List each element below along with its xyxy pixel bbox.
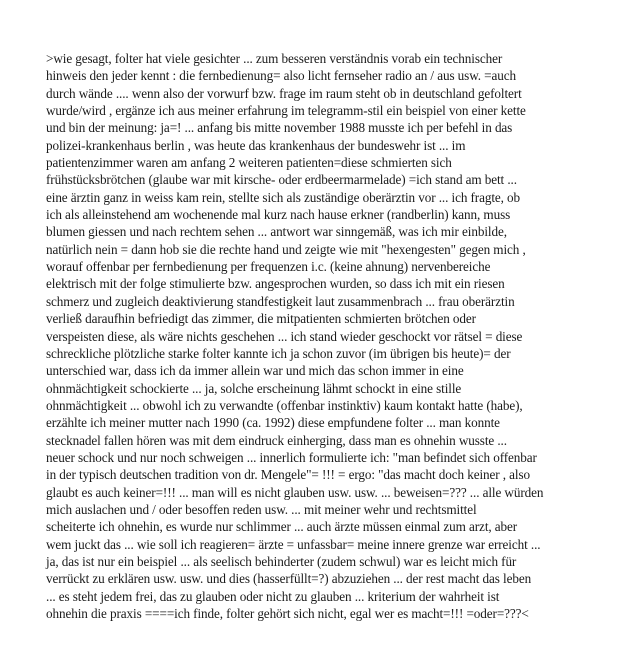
text-line: schreckliche plötzliche starke folter kannte ich ja schon zuvor (im übrigen bis heute)= der — [46, 345, 511, 361]
text-line: in der typisch deutschen tradition von dr. Mengele"= !!! = ergo: "das macht doch keiner , also — [46, 467, 531, 483]
text-line: frühstücksbrötchen (glaube war mit kirsche- oder erdbeermarmelade) =ich stand am bett ... — [46, 172, 517, 188]
text-line: ja, das ist nur ein beispiel ... als seelisch behinderter (zudem schwul) war es leicht mich für — [46, 553, 517, 569]
text-line: ohnmächtigkeit ... obwohl ich zu verwandte (offenbar instinktiv) kaum kontakt hatte (habe), — [46, 397, 523, 413]
text-line: blumen giessen und nach rechtem sehen ... antwort war sinngemäß, was ich mir einbilde, — [46, 224, 507, 240]
text-line: verließ daraufhin befriedigt das zimmer, die mitpatienten schmierten brötchen oder — [46, 311, 476, 327]
text-line: polizei-krankenhaus berlin , was heute das krankenhaus der bundeswehr ist ... im — [46, 137, 466, 153]
text-line: verrückt zu erklären usw. usw. und dies (hasserfüllt=?) abzuziehen ... der rest macht das leben — [46, 571, 532, 587]
text-line: worauf offenbar per fernbedienung per frequenzen i.c. (keine ahnung) nervenbereiche — [46, 259, 491, 275]
text-line: ... es steht jedem frei, das zu glauben oder nicht zu glauben ... kriterium der wahrheit ist — [46, 588, 500, 604]
text-line: schmerz und zugleich deaktivierung standfestigkeit laut zusammenbrach ... frau oberärztin — [46, 293, 515, 309]
document-body — [46, 50, 586, 622]
text-line: neuer schock und nur noch schweigen ... innerlich formulierte ich: "man befindet sich offenbar — [46, 449, 537, 465]
text-line: glaubt es auch keiner=!!! ... man will es nicht glauben usw. usw. ... beweisen=??? ... alle würden — [46, 484, 544, 500]
text-line: eine ärztin ganz in weiss kam rein, stellte sich als zuständige oberärztin vor ... ich fragte, ob — [46, 189, 521, 205]
text-line: elektrisch mit der folge stimulierte bzw. angesprochen wurden, so dass ich mit ein riesen — [46, 276, 505, 292]
text-line: und bin der meinung: ja=! ... anfang bis mitte november 1988 musste ich per befehl in das — [46, 120, 513, 136]
text-line: stecknadel fallen hören was mit dem eindruck einherging, dass man es ohnehin wusste ... — [46, 432, 507, 448]
text-line: ich als alleinstehend am wochenende mal kurz nach hause erkner (randberlin) kann, muss — [46, 207, 511, 223]
text-line: ohnmächtigkeit schockierte ... ja, solche erscheinung lähmt schockt in eine stille — [46, 380, 462, 396]
text-line: verspeisten diese, als wäre nichts geschehen ... ich stand wieder geschockt vor rätsel = diese — [46, 328, 523, 344]
text-line: durch wände .... wenn also der vorwurf bzw. frage im raum steht ob in deutschland gefoltert — [46, 85, 522, 101]
text-line: hinweis den jeder kennt : die fernbedienung= also licht fernseher radio an / aus usw. =auch — [46, 68, 516, 84]
text-line: unterschied war, dass ich da immer allein war und mich das schon immer in eine — [46, 363, 464, 379]
text-line: >wie gesagt, folter hat viele gesichter ... zum besseren verständnis vorab ein technischer — [46, 51, 503, 66]
text-line: ohnehin die praxis ====ich finde, folter gehört sich nicht, egal wer es macht=!!! =oder=???< — [46, 606, 529, 621]
text-line: natürlich nein = dann hob sie die rechte hand und zeigte wie mit "hexengesten" gegen mich , — [46, 241, 526, 257]
text-line: patientenzimmer waren am anfang 2 weiteren patienten=diese schmierten sich — [46, 155, 452, 171]
text-line: scheiterte ich ohnehin, es wurde nur schlimmer ... auch ärzte müssen einmal zum arzt, aber — [46, 519, 518, 535]
text-line: erzählte ich meiner mutter nach 1990 (ca. 1992) diese empfundene folter ... man konnte — [46, 415, 500, 431]
text-line: mich auslachen und / oder besoffen reden usw. ... mit meiner wehr und rechtsmittel — [46, 501, 477, 517]
text-line: wem juckt das ... wie soll ich reagieren= ärzte = unfassbar= meine innere grenze war erreicht ... — [46, 536, 541, 552]
text-line: wurde/wird , ergänze ich aus meiner erfahrung im telegramm-stil ein beispiel von einer kette — [46, 103, 526, 119]
